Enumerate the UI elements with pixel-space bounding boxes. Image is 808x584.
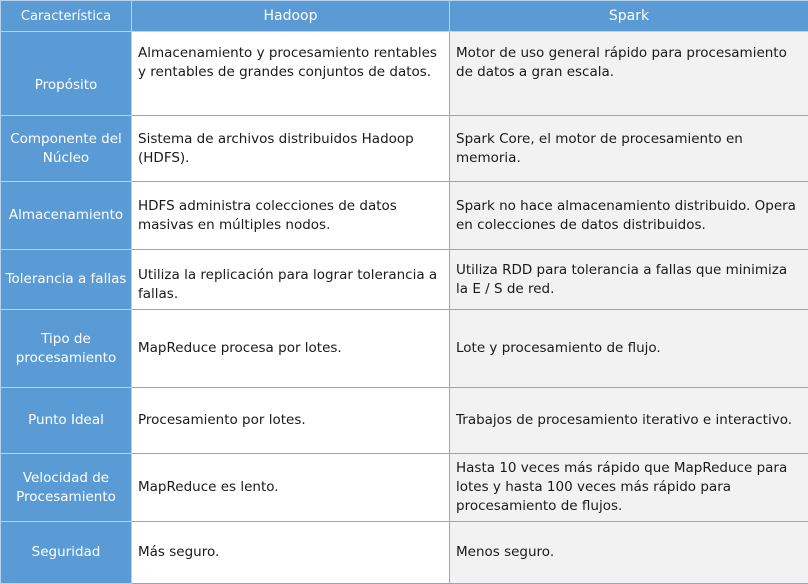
table-row: [1, 182, 808, 250]
table-row: [1, 32, 808, 116]
row-label: Propósito: [1, 32, 132, 116]
header-row: [1, 1, 808, 32]
header-feature: Característica: [1, 1, 132, 32]
hadoop-cell: MapReduce procesa por lotes.: [132, 310, 450, 388]
row-label: Tolerancia a fallas: [1, 250, 132, 310]
table-row: [1, 250, 808, 310]
spark-cell: Utiliza RDD para tolerancia a fallas que minimiza la E / S de red.: [450, 250, 808, 310]
row-label: Tipo de procesamiento: [1, 310, 132, 388]
spark-cell: Spark Core, el motor de procesamiento en memoria.: [450, 116, 808, 182]
table-row: [1, 522, 808, 584]
hadoop-cell: Más seguro.: [132, 522, 450, 584]
spark-cell: Motor de uso general rápido para procesamiento de datos a gran escala.: [450, 32, 808, 116]
header-hadoop: Hadoop: [132, 1, 450, 32]
hadoop-cell: Procesamiento por lotes.: [132, 388, 450, 454]
table-row: [1, 454, 808, 522]
header-spark: Spark: [450, 1, 808, 32]
spark-cell: Hasta 10 veces más rápido que MapReduce para lotes y hasta 100 veces más rápido para procesamiento de flujos.: [450, 454, 808, 522]
row-label: Componente del Núcleo: [1, 116, 132, 182]
row-label: Punto Ideal: [1, 388, 132, 454]
spark-cell: Spark no hace almacenamiento distribuido. Opera en colecciones de datos distribuidos.: [450, 182, 808, 250]
row-label: Almacenamiento: [1, 182, 132, 250]
table-row: [1, 310, 808, 388]
spark-cell: Trabajos de procesamiento iterativo e interactivo.: [450, 388, 808, 454]
row-label: Seguridad: [1, 522, 132, 584]
hadoop-cell: MapReduce es lento.: [132, 454, 450, 522]
hadoop-cell: Utiliza la replicación para lograr tolerancia a fallas.: [132, 250, 450, 310]
spark-cell: Menos seguro.: [450, 522, 808, 584]
hadoop-cell: Almacenamiento y procesamiento rentables y rentables de grandes conjuntos de datos.: [132, 32, 450, 116]
row-label: Velocidad de Procesamiento: [1, 454, 132, 522]
hadoop-cell: HDFS administra colecciones de datos masivas en múltiples nodos.: [132, 182, 450, 250]
table-row: [1, 116, 808, 182]
hadoop-cell: Sistema de archivos distribuidos Hadoop (HDFS).: [132, 116, 450, 182]
table-row: [1, 388, 808, 454]
spark-cell: Lote y procesamiento de flujo.: [450, 310, 808, 388]
